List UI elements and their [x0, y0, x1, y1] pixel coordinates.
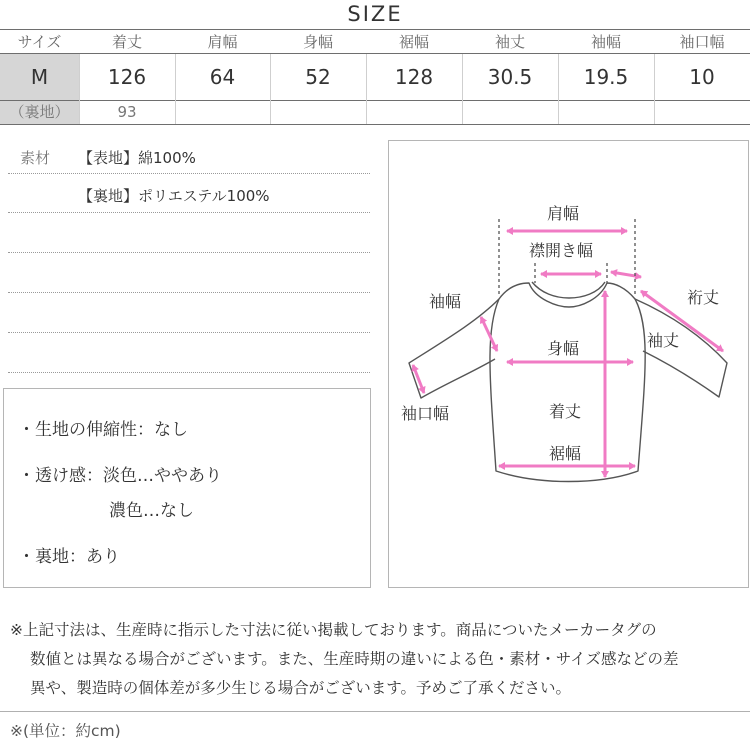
label-sleeve-length: 袖丈: [647, 331, 680, 350]
dotted-rule: [8, 332, 370, 333]
materials-outer: 【表地】綿100%: [78, 149, 196, 167]
header-size: サイズ: [17, 33, 62, 51]
table-bottom-rule: [0, 124, 750, 125]
cell-sleeve-width: 19.5: [583, 65, 629, 89]
label-sleeve-width: 袖幅: [429, 292, 462, 311]
header-sleeve-length: 袖丈: [494, 33, 525, 51]
sleeve-width-arrow: [481, 317, 497, 351]
materials-label: 素材: [20, 149, 51, 167]
notes-divider: [0, 711, 750, 712]
note-line-1: ※上記寸法は、生産時に指示した寸法に従い掲載しております。商品についたメーカータグの: [10, 621, 657, 639]
feature-sheer: ・透け感：淡色…ややあり: [18, 466, 222, 486]
label-body-width: 身幅: [547, 339, 580, 358]
dotted-rule: [8, 252, 370, 253]
feature-stretch: ・生地の伸縮性：なし: [18, 420, 188, 440]
header-body-width: 身幅: [302, 33, 333, 51]
cell-lining-length: 93: [117, 103, 137, 121]
note-line-3: 異や、製造時の個体差が多少生じる場合がございます。予めご了承ください。: [30, 679, 571, 697]
yuki-top-arrow: [611, 272, 641, 277]
cell-body-width: 52: [305, 65, 331, 89]
table-top-rule: [0, 29, 750, 30]
cell-length: 126: [107, 65, 147, 89]
measurement-diagram-box: [388, 140, 749, 588]
feature-lining: ・裏地：あり: [18, 547, 120, 567]
note-line-2: 数値とは異なる場合がございます。また、生産時期の違いによる色・素材・サイズ感などの差: [30, 650, 679, 668]
cell-hem: 128: [394, 65, 434, 89]
cell-cuff: 10: [689, 65, 715, 89]
unit-note: ※(単位：約cm): [10, 722, 121, 740]
label-shoulder: 肩幅: [547, 204, 580, 223]
dotted-rule: [8, 212, 370, 213]
dotted-rule: [8, 372, 370, 373]
label-length: 着丈: [549, 402, 582, 421]
feature-sheer-dark: 濃色…なし: [109, 501, 194, 521]
features-box: [3, 388, 371, 588]
header-cuff: 袖口幅: [679, 33, 725, 51]
dotted-rule: [8, 173, 370, 174]
cell-shoulder: 64: [209, 65, 236, 89]
cell-sleeve-length: 30.5: [487, 65, 533, 89]
label-hem: 裾幅: [549, 444, 582, 463]
materials-lining: 【裏地】ポリエステル100%: [78, 187, 270, 205]
label-yuki: 裄丈: [687, 288, 720, 307]
cell-size-m: M: [30, 65, 49, 89]
dotted-rule: [8, 292, 370, 293]
header-sleeve-width: 袖幅: [590, 33, 621, 51]
header-length: 着丈: [111, 33, 142, 51]
garment-diagram: [389, 141, 748, 587]
cell-lining-label: （裏地）: [9, 103, 70, 121]
size-title: SIZE: [347, 2, 403, 26]
label-cuff: 袖口幅: [401, 404, 450, 423]
label-neck: 襟開き幅: [529, 241, 594, 260]
header-hem: 裾幅: [398, 33, 429, 51]
header-shoulder: 肩幅: [207, 33, 238, 51]
